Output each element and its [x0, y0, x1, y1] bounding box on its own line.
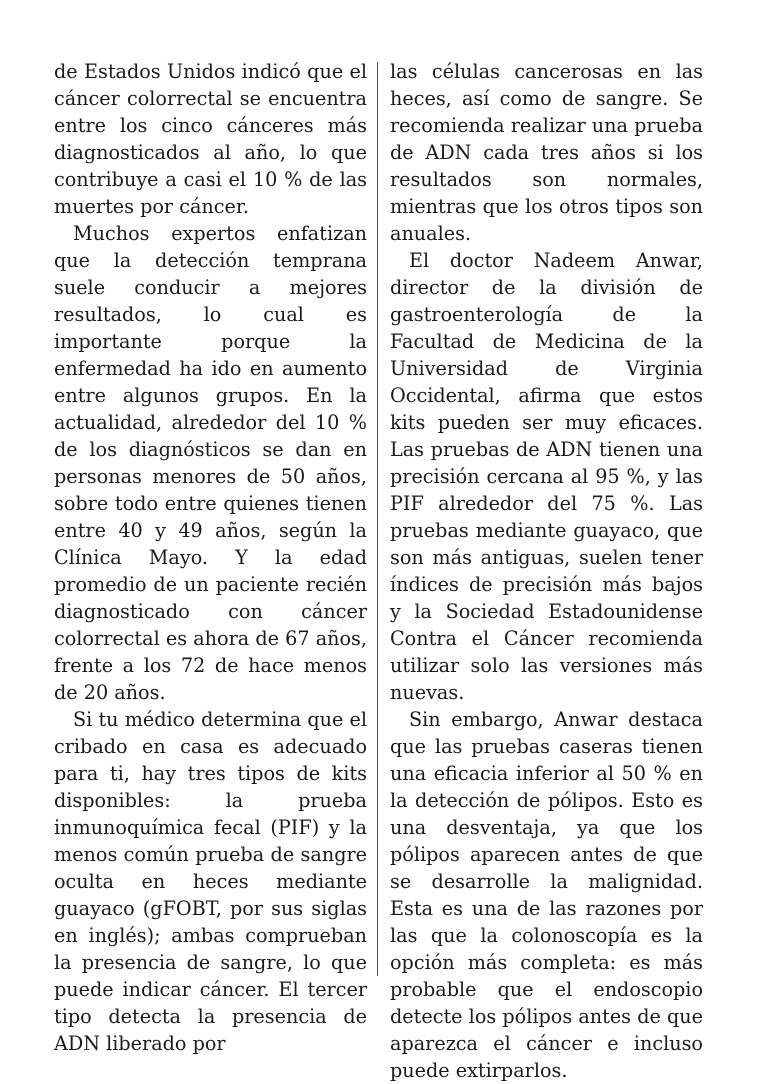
right-column	[390, 58, 703, 1084]
paragraph-left-1: de Estados Unidos indicó que el cáncer colorrectal se encuentra entre los cinco cánceres más diagnosticados al año, lo que contribuye a casi el 10 % de las muertes por cáncer.	[54, 60, 367, 218]
paragraph-left-3: Si tu médico determina que el cribado en casa es adecuado para ti, hay tres tipos de kits disponibles: la prueba inmunoquímica fecal (PIF) y la menos común prueba de sangre oculta en heces mediante guayaco (gFOBT, por sus siglas en inglés); ambas comprueban la presencia de sangre, lo que puede indicar cáncer. El tercer tipo detecta la presencia de ADN liberado por	[54, 708, 367, 1055]
paragraph-left-2: Muchos expertos enfatizan que la detección temprana suele conducir a mejores resultados, lo cual es importante porque la enfermedad ha ido en aumento entre algunos grupos. En la actualidad, alrededor del 10 % de los diagnósticos se dan en personas menores de 50 años, sobre todo entre quienes tienen entre 40 y 49 años, según la Clínica Mayo. Y la edad promedio de un paciente recién diagnosticado con cáncer colorrectal es ahora de 67 años, frente a los 72 de hace menos de 20 años.	[54, 222, 367, 704]
paragraph-right-2: El doctor Nadeem Anwar, director de la división de gastroenterología de la Facultad de Medicina de la Universidad de Virginia Occidental, afirma que estos kits pueden ser muy eficaces. Las pruebas de ADN tienen una precisión cercana al 95 %, y las PIF alrededor del 75 %. Las pruebas mediante guayaco, que son más antiguas, suelen tener índices de precisión más bajos y la Sociedad Estadounidense Contra el Cáncer recomienda utilizar solo las versiones más nuevas.	[390, 249, 703, 704]
left-column	[54, 58, 367, 1057]
column-divider	[377, 62, 378, 976]
paragraph-right-1: las células cancerosas en las heces, así como de sangre. Se recomienda realizar una prueba de ADN cada tres años si los resultados son normales, mientras que los otros tipos son anuales.	[390, 60, 703, 245]
paragraph-right-3: Sin embargo, Anwar destaca que las pruebas caseras tienen una eficacia inferior al 50 % en la detección de pólipos. Esto es una desventaja, ya que los pólipos aparecen antes de que se desarrolle la malignidad. Esta es una de las razones por las que la colonoscopía es la opción más completa: es más probable que el endoscopio detecte los pólipos antes de que aparezca el cáncer e incluso puede extirparlos.	[390, 708, 703, 1082]
